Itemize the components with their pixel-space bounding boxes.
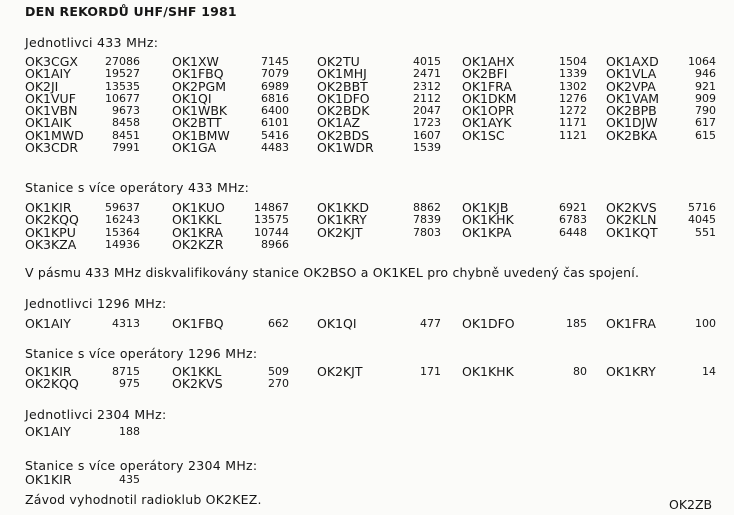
callsign: OK1VBN <box>25 103 78 119</box>
result-row <box>462 127 587 143</box>
score: 1272 <box>559 104 587 118</box>
result-row <box>317 318 441 330</box>
callsign: OK1VLA <box>606 66 657 82</box>
result-row <box>606 366 716 378</box>
score: 1723 <box>413 116 441 130</box>
callsign: OK2BDK <box>317 103 370 119</box>
result-row <box>462 318 587 330</box>
score: 1276 <box>559 91 587 105</box>
callsign: OK1VUF <box>25 90 76 106</box>
result-row <box>172 142 289 154</box>
callsign: OK1VAM <box>606 90 660 106</box>
result-row <box>606 224 716 240</box>
result-row <box>25 474 140 486</box>
score: 477 <box>420 317 441 330</box>
score: 6921 <box>559 201 587 214</box>
callsign: OK2BKA <box>606 127 658 143</box>
callsign: OK1KIR <box>25 472 72 487</box>
score: 1539 <box>413 141 441 155</box>
callsign: OK1KPU <box>25 224 76 240</box>
score: 1171 <box>559 116 587 130</box>
callsign: OK1AZ <box>317 115 361 131</box>
score: 6989 <box>261 79 289 93</box>
callsign: OK1QI <box>317 316 357 331</box>
callsign: OK2KJT <box>317 224 363 240</box>
score: 10677 <box>105 91 140 105</box>
callsign: OK3CGX <box>25 54 78 69</box>
callsign: OK1AIY <box>25 424 71 439</box>
score: 435 <box>119 473 140 486</box>
score: 9673 <box>112 104 140 118</box>
score: 185 <box>566 317 587 330</box>
results-column <box>317 56 441 154</box>
result-row <box>25 318 140 330</box>
score: 509 <box>268 365 289 378</box>
callsign: OK1DFO <box>317 90 370 106</box>
result-row <box>172 236 289 252</box>
author-signature: OK2ZB <box>669 497 713 512</box>
score: 2312 <box>413 79 441 93</box>
result-row <box>462 224 587 240</box>
callsign: OK2KVS <box>172 376 223 392</box>
disqualification-note: V pásmu 433 MHz diskvalifikovány stanice OK2BSO a OK1KEL pro chybně uvedený čas spojení. <box>25 265 640 280</box>
section-heading-single-1296: Jednotlivci 1296 MHz: <box>25 296 167 311</box>
callsign: OK3CDR <box>25 140 79 156</box>
score: 615 <box>695 128 716 142</box>
callsign: OK1KKL <box>172 212 222 228</box>
score: 617 <box>695 116 716 130</box>
score: 1607 <box>413 128 441 142</box>
callsign: OK3KZA <box>25 236 77 252</box>
callsign: OK1AIY <box>25 316 71 331</box>
score: 4045 <box>688 213 716 227</box>
score: 6783 <box>559 213 587 227</box>
score: 8862 <box>413 201 441 214</box>
score: 6816 <box>261 91 289 105</box>
results-column <box>172 202 289 251</box>
section-heading-single-2304: Jednotlivci 2304 MHz: <box>25 407 167 422</box>
score: 551 <box>695 225 716 239</box>
callsign: OK1XW <box>172 54 219 69</box>
callsign: OK1KIR <box>25 200 72 215</box>
result-row <box>25 236 140 252</box>
callsign: OK1MHJ <box>317 66 367 82</box>
callsign: OK1KIR <box>25 364 72 379</box>
callsign: OK2KQQ <box>25 376 79 392</box>
callsign: OK2BTT <box>172 115 222 131</box>
callsign: OK1SC <box>462 127 505 143</box>
evaluator-note: Závod vyhodnotil radioklub OK2KEZ. <box>25 492 262 507</box>
score: 8458 <box>112 116 140 130</box>
score: 7839 <box>413 213 441 227</box>
score: 1121 <box>559 128 587 142</box>
score: 1302 <box>559 79 587 93</box>
callsign: OK2KZR <box>172 236 224 252</box>
score: 19527 <box>105 67 140 81</box>
section-heading-multi-1296: Stanice s více operátory 1296 MHz: <box>25 346 258 361</box>
score: 270 <box>268 377 289 391</box>
results-column <box>317 366 441 378</box>
result-row <box>606 127 716 143</box>
score: 13535 <box>105 79 140 93</box>
score: 6101 <box>261 116 289 130</box>
callsign: OK2VPA <box>606 78 656 94</box>
score: 16243 <box>105 213 140 227</box>
score: 2471 <box>413 67 441 81</box>
callsign: OK1KKD <box>317 200 370 215</box>
result-row <box>462 366 587 378</box>
score: 4015 <box>413 55 441 68</box>
results-column <box>317 202 441 239</box>
score: 975 <box>119 377 140 391</box>
results-column <box>25 474 140 486</box>
callsign: OK1FBQ <box>172 316 224 331</box>
callsign: OK1DKM <box>462 90 517 106</box>
section-heading-multi-2304: Stanice s více operátory 2304 MHz: <box>25 458 258 473</box>
results-column <box>25 366 140 391</box>
callsign: OK1FBQ <box>172 66 224 82</box>
score: 8715 <box>112 365 140 378</box>
result-row <box>172 318 289 330</box>
score: 59637 <box>105 201 140 214</box>
score: 100 <box>695 317 716 330</box>
callsign: OK1GA <box>172 140 217 156</box>
callsign: OK2KLN <box>606 212 657 228</box>
callsign: OK1AYK <box>462 115 512 131</box>
result-row <box>25 142 140 154</box>
score: 14867 <box>254 201 289 214</box>
score: 1504 <box>559 55 587 68</box>
results-column <box>172 366 289 391</box>
score: 171 <box>420 365 441 378</box>
callsign: OK2BBT <box>317 78 368 94</box>
score: 2047 <box>413 104 441 118</box>
results-column <box>606 366 716 378</box>
callsign: OK1KJB <box>462 200 509 215</box>
score: 921 <box>695 79 716 93</box>
callsign: OK1FRA <box>462 78 512 94</box>
score: 14936 <box>105 237 140 251</box>
page-title: DEN REKORDŮ UHF/SHF 1981 <box>25 4 237 19</box>
callsign: OK1DJW <box>606 115 658 131</box>
callsign: OK1KPA <box>462 224 512 240</box>
callsign: OK1KRY <box>317 212 367 228</box>
results-column <box>317 318 441 330</box>
callsign: OK1KHK <box>462 212 514 228</box>
results-column <box>25 426 140 438</box>
results-column <box>606 202 716 239</box>
callsign: OK2KJT <box>317 364 363 379</box>
results-column <box>25 56 140 154</box>
score: 5716 <box>688 201 716 214</box>
callsign: OK2BPB <box>606 103 657 119</box>
callsign: OK2KVS <box>606 200 657 215</box>
score: 188 <box>119 425 140 438</box>
results-column <box>606 318 716 330</box>
results-column <box>462 202 587 239</box>
callsign: OK1AIK <box>25 115 72 131</box>
callsign: OK2BDS <box>317 127 370 143</box>
score: 13575 <box>254 213 289 227</box>
callsign: OK1AXD <box>606 54 659 69</box>
score: 8966 <box>261 237 289 251</box>
result-row <box>606 318 716 330</box>
callsign: OK2KQQ <box>25 212 79 228</box>
score: 790 <box>695 104 716 118</box>
score: 7145 <box>261 55 289 68</box>
score: 8451 <box>112 128 140 142</box>
score: 2112 <box>413 91 441 105</box>
score: 662 <box>268 317 289 330</box>
result-row <box>172 378 289 390</box>
callsign: OK1WBK <box>172 103 228 119</box>
callsign: OK1WDR <box>317 140 374 156</box>
callsign: OK1OPR <box>462 103 515 119</box>
results-column <box>462 56 587 142</box>
score: 909 <box>695 91 716 105</box>
callsign: OK1QI <box>172 90 212 106</box>
callsign: OK2JI <box>25 78 59 94</box>
callsign: OK2PGM <box>172 78 226 94</box>
results-column <box>462 318 587 330</box>
callsign: OK1FRA <box>606 316 656 331</box>
score: 80 <box>573 365 587 378</box>
callsign: OK1DFO <box>462 316 515 331</box>
callsign: OK1KKL <box>172 364 222 379</box>
results-column <box>25 202 140 251</box>
callsign: OK1KUO <box>172 200 225 215</box>
callsign: OK1KRY <box>606 364 656 379</box>
callsign: OK1AHX <box>462 54 515 69</box>
callsign: OK1AIY <box>25 66 71 82</box>
callsign: OK2BFI <box>462 66 508 82</box>
callsign: OK1MWD <box>25 127 84 143</box>
section-heading-multi-433: Stanice s více operátory 433 MHz: <box>25 180 250 195</box>
result-row <box>317 366 441 378</box>
score: 1064 <box>688 55 716 68</box>
result-row <box>317 224 441 240</box>
callsign: OK1KHK <box>462 364 514 379</box>
result-row <box>317 142 441 154</box>
results-column <box>172 56 289 154</box>
score: 7991 <box>112 141 140 155</box>
callsign: OK1KRA <box>172 224 223 240</box>
result-row <box>25 426 140 438</box>
score: 1339 <box>559 67 587 81</box>
results-column <box>25 318 140 330</box>
score: 15364 <box>105 225 140 239</box>
score: 4313 <box>112 317 140 330</box>
score: 5416 <box>261 128 289 142</box>
score: 946 <box>695 67 716 81</box>
score: 4483 <box>261 141 289 155</box>
score: 7079 <box>261 67 289 81</box>
results-column <box>462 366 587 378</box>
callsign: OK1KQT <box>606 224 658 240</box>
results-column <box>606 56 716 142</box>
score: 6400 <box>261 104 289 118</box>
result-row <box>25 378 140 390</box>
score: 27086 <box>105 55 140 68</box>
score: 10744 <box>254 225 289 239</box>
score: 6448 <box>559 225 587 239</box>
score: 14 <box>702 365 716 378</box>
score: 7803 <box>413 225 441 239</box>
section-heading-single-433: Jednotlivci 433 MHz: <box>25 35 159 50</box>
callsign: OK2TU <box>317 54 360 69</box>
callsign: OK1BMW <box>172 127 230 143</box>
results-column <box>172 318 289 330</box>
